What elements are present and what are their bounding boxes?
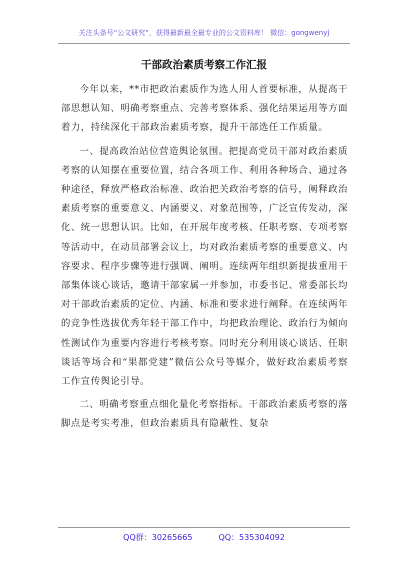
document-body bbox=[61, 80, 348, 438]
footer-divider bbox=[58, 527, 350, 528]
intro-paragraph: 今年以来，**市把政治素质作为选人用人首要标准，从提高干部思想认知、明确考察重点、完善考察体系、强化结果运用等方面着力，持续深化干部政治素质考察，提升干部选任工作质量。 bbox=[61, 84, 349, 134]
footer-contact bbox=[0, 532, 408, 543]
section-one-paragraph: 一、提高政治站位营造舆论氛围。把提高党员干部对政治素质考察的认知摆在重要位置，结合各项工作、利用各种场合、通过各种途径，释放严格政治标准、政治把关政治考察的信号，阐释政治素质考察的重要意义、内涵要义、对象范围等，广泛宣传发动，深化、统一思想认识。比如，在开展年度考核、任职考察、专项考察等活动中，在动员部署会议上，均对政治素质考察的重要意义、内容要求、程序步骤等进行强调、阐明。连续两年组织新提拔重用干部集体谈心谈话，邀请干部家属一并参加，市委书记、常委部长均对干部政治素质的定位、内涵、标准和要求进行阐释。在连续两年的竞争性选拔优秀年轻干部工作中，均把政治理论、政治行为倾向性测试作为重要内容进行考核考察。同时充分利用谈心谈话、任职谈话等场合和“果都党建”微信公众号等媒介，做好政治素质考察工作宣传舆论引导。 bbox=[61, 145, 349, 388]
footer-qq-group: QQ群：30265665 bbox=[123, 533, 193, 542]
footer-qq: QQ：535304092 bbox=[218, 533, 285, 542]
section-two-paragraph: 二、明确考察重点细化量化考察指标。干部政治素质考察的落脚点是考实考准，但政治素质具有隐蔽性、复杂 bbox=[61, 399, 348, 430]
document-title: 干部政治素质考察工作汇报 bbox=[141, 59, 267, 71]
header-banner: 关注头条号“公文研究”，获得最新最全最专业的公文资料库！ 微信：gongwenyj bbox=[78, 29, 330, 37]
header-divider bbox=[58, 43, 350, 44]
